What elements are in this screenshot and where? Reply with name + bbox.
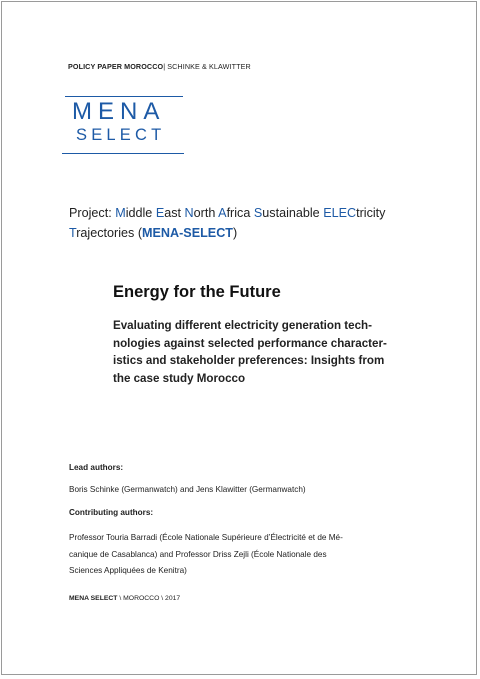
project-text-segment: Project: bbox=[69, 206, 116, 220]
project-text-segment: T bbox=[69, 226, 77, 240]
footer-strong: MENA SELECT bbox=[69, 595, 118, 602]
subtitle-line: istics and stakeholder preferences: Insights from bbox=[113, 354, 385, 368]
contributing-line: Professor Touria Barradi (École Nationale Supérieure d’Électricité et de Mé- bbox=[69, 533, 343, 542]
document-subtitle bbox=[113, 317, 408, 388]
project-text-segment: A bbox=[218, 206, 227, 220]
project-line-1 bbox=[69, 203, 429, 223]
mena-select-logo bbox=[60, 96, 188, 156]
series-header-strong: POLICY PAPER MOROCCO bbox=[68, 62, 164, 71]
lead-authors-names: Boris Schinke (Germanwatch) and Jens Klawitter (Germanwatch) bbox=[69, 485, 306, 494]
series-header-rest: | SCHINKE & KLAWITTER bbox=[163, 62, 251, 71]
subtitle-line: nologies against selected performance character- bbox=[113, 336, 387, 350]
logo-word-select: SELECT bbox=[76, 126, 166, 144]
project-text-segment: ast bbox=[164, 206, 185, 220]
project-text-segment: tricity bbox=[356, 206, 386, 220]
project-heading bbox=[69, 203, 429, 243]
document-title: Energy for the Future bbox=[113, 283, 281, 301]
subtitle-line: Evaluating different electricity generation tech- bbox=[113, 319, 372, 332]
project-text-segment: rajectories ( bbox=[76, 226, 143, 240]
series-header bbox=[68, 62, 251, 71]
page-footer bbox=[69, 595, 180, 602]
project-text-segment: ) bbox=[233, 226, 238, 240]
lead-authors-label: Lead authors: bbox=[69, 463, 124, 472]
logo-line bbox=[62, 153, 184, 154]
project-text-segment: MENA-SELECT bbox=[142, 226, 233, 240]
project-text-segment: frica bbox=[226, 206, 254, 220]
project-text-segment: S bbox=[253, 206, 263, 220]
project-text-segment: ustainable bbox=[262, 206, 324, 220]
project-text-segment: E bbox=[155, 206, 165, 220]
contributing-line: canique de Casablanca) and Professor Driss Zejli (École Nationale des bbox=[69, 549, 327, 559]
contributing-authors-names bbox=[69, 530, 343, 580]
subtitle-line: the case study Morocco bbox=[113, 372, 246, 386]
project-text-segment: M bbox=[115, 206, 126, 220]
project-text-segment: ELEC bbox=[323, 206, 357, 220]
footer-rest: \ MOROCCO \ 2017 bbox=[117, 595, 181, 602]
project-text-segment: N bbox=[184, 206, 194, 220]
project-text-segment: iddle bbox=[125, 206, 156, 220]
project-text-segment: orth bbox=[193, 206, 219, 220]
document-page bbox=[1, 1, 477, 675]
contributing-line: Sciences Appliquées de Kenitra) bbox=[69, 566, 187, 575]
contributing-authors-label: Contributing authors: bbox=[69, 508, 154, 517]
project-line-2 bbox=[69, 223, 429, 243]
logo-word-mena: MENA bbox=[72, 98, 166, 125]
